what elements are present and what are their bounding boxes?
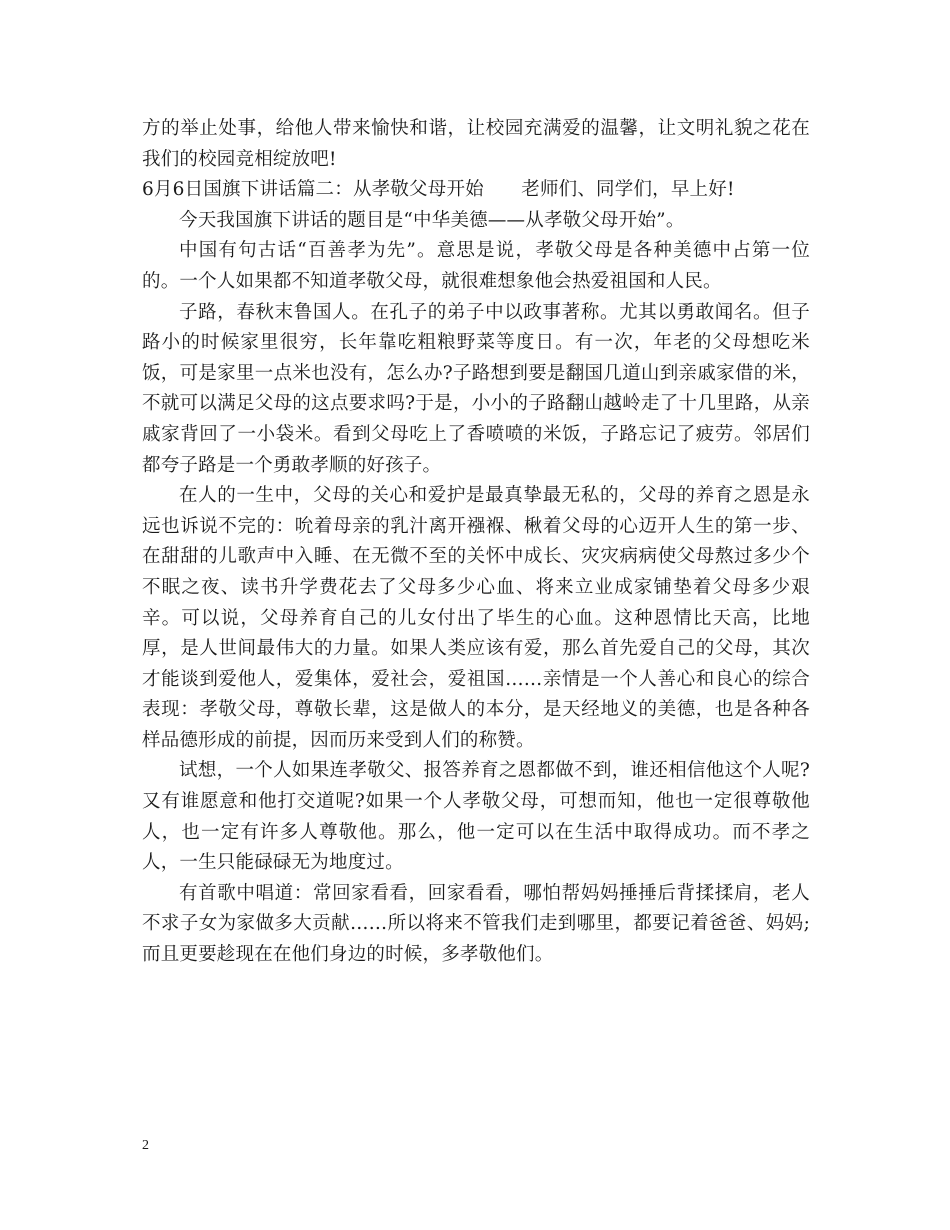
paragraph-4: 中国有句古话“百善孝为先”。意思是说，孝敬父母是各种美德中占第一位的。一个人如果都不知道孝敬父母，就很难想象他会热爱祖国和人民。 xyxy=(142,240,810,292)
paragraph-6: 在人的一生中，父母的关心和爱护是最真挚最无私的，父母的养育之恩是永远也诉说不完的：吮着母亲的乳汁离开襁褓、楸着父母的心迈开人生的第一步、在甜甜的儿歌声中入睡、在无微不至的关怀中成长、灾灾病病使父母熬过多少个不眠之夜、读书升学费花去了父母多少心血、将来立业成家铺垫着父母多少艰辛。可以说，父母养育自己的儿女付出了毕生的心血。这种恩情比天高，比地厚，是人世间最伟大的力量。如果人类应该有爱，那么首先爱自己的父母，其次才能谈到爱他人，爱集体，爱社会，爱祖国……亲情是一个人善心和良心的综合表现：孝敬父母，尊敬长辈，这是做人的本分，是天经地义的美德，也是各种各样品德形成的前提，因而历来受到人们的称赞。 xyxy=(142,485,810,751)
paragraph-7: 试想，一个人如果连孝敬父、报答养育之恩都做不到，谁还相信他这个人呢?又有谁愿意和他打交道呢?如果一个人孝敬父母，可想而知，他也一定很尊敬他人，也一定有许多人尊敬他。那么，他一定可以在生活中取得成功。而不孝之人，一生只能碌碌无为地度过。 xyxy=(142,760,810,874)
paragraph-2-heading: 6月6日国旗下讲话篇二：从孝敬父母开始 老师们、同学们，早上好! xyxy=(142,179,735,201)
paragraph-8: 有首歌中唱道：常回家看看，回家看看，哪怕帮妈妈捶捶后背揉揉肩，老人不求子女为家做多大贡献……所以将来不管我们走到哪里，都要记着爸爸、妈妈;而且更要趁现在在他们身边的时候，多孝敬他们。 xyxy=(142,882,810,966)
page-number: 2 xyxy=(142,1138,149,1153)
document-body xyxy=(142,114,810,971)
paragraph-3: 今天我国旗下讲话的题目是“中华美德——从孝敬父母开始”。 xyxy=(179,209,685,231)
paragraph-5: 子路，春秋末鲁国人。在孔子的弟子中以政事著称。尤其以勇敢闻名。但子路小的时候家里很穷，长年靠吃粗粮野菜等度日。有一次，年老的父母想吃米饭，可是家里一点米也没有，怎么办?子路想到要是翻国几道山到亲戚家借的米，不就可以满足父母的这点要求吗?于是，小小的子路翻山越岭走了十几里路，从亲戚家背回了一小袋米。看到父母吃上了香喷喷的米饭，子路忘记了疲劳。邻居们都夸子路是一个勇敢孝顺的好孩子。 xyxy=(142,301,810,476)
paragraph-1: 方的举止处事，给他人带来愉快和谐，让校园充满爱的温馨，让文明礼貌之花在我们的校园竞相绽放吧! xyxy=(142,118,810,170)
